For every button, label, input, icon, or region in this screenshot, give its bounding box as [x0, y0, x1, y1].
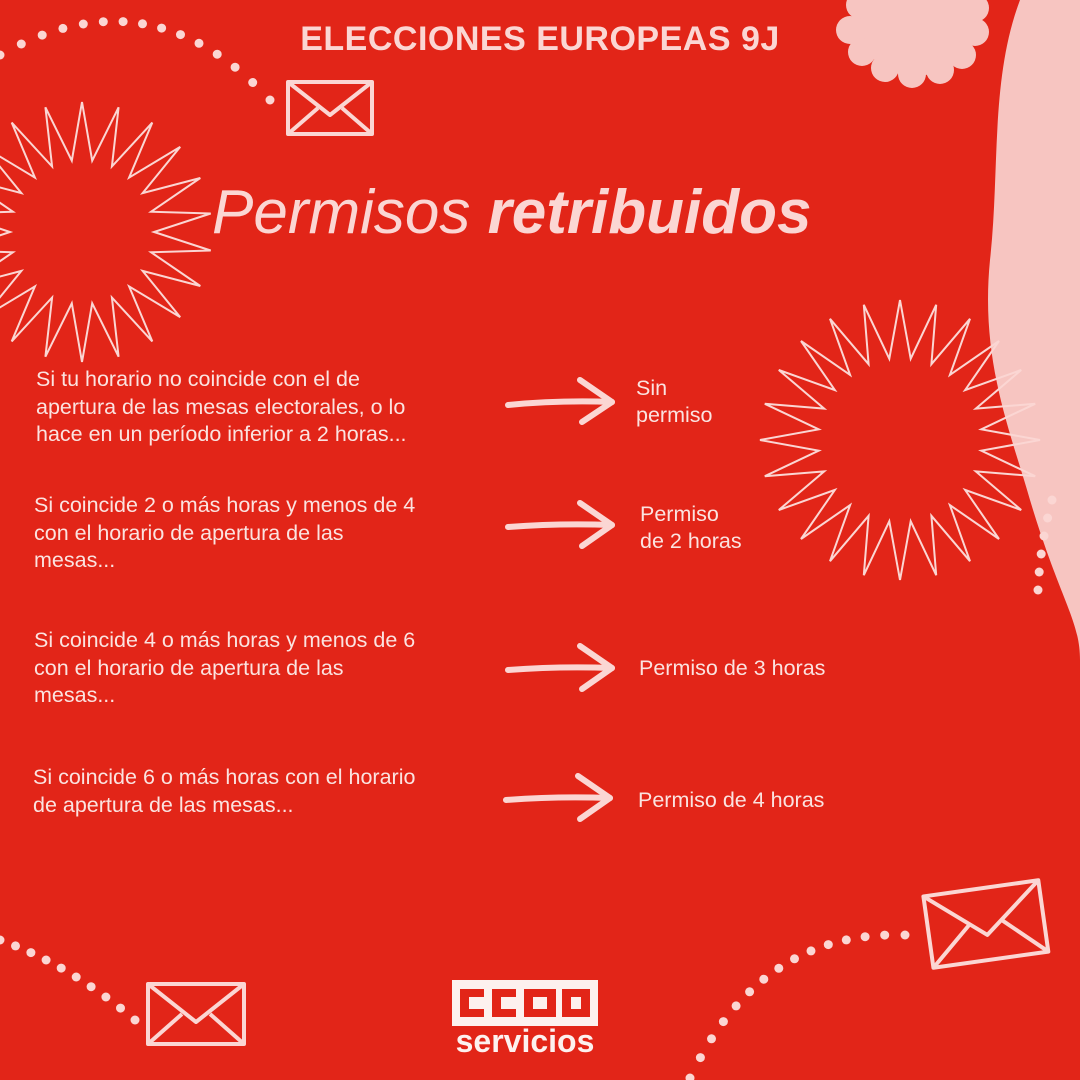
- title-light-part: Permisos: [212, 178, 471, 247]
- dot: [807, 946, 816, 955]
- dot: [901, 931, 910, 940]
- condition-line: Si coincide 6 o más horas con el horario: [33, 765, 416, 789]
- result-line: de 2 horas: [640, 529, 742, 553]
- condition-line: con el horario de apertura de las: [34, 520, 344, 545]
- result-line: Permiso de 4 horas: [638, 788, 825, 812]
- dot: [248, 78, 257, 87]
- dot: [266, 96, 275, 105]
- dot: [116, 1004, 125, 1013]
- arrow-right-icon: [508, 380, 612, 422]
- dot: [774, 964, 783, 973]
- envelope-icon: [923, 880, 1048, 967]
- dot: [131, 1016, 140, 1025]
- dot: [101, 993, 110, 1002]
- dot: [1035, 568, 1044, 577]
- condition-line: mesas...: [34, 683, 116, 707]
- dot: [26, 948, 35, 957]
- condition-text: [34, 627, 415, 710]
- logo-subtitle: servicios: [455, 1023, 595, 1059]
- dot: [1043, 514, 1052, 523]
- dot: [1037, 550, 1046, 559]
- starburst-icon: [760, 300, 1040, 580]
- dot: [231, 63, 240, 72]
- condition-text: [34, 492, 415, 575]
- dot: [707, 1034, 716, 1043]
- envelope-icon: [148, 984, 244, 1044]
- condition-line: Si coincide 4 o más horas y menos de 6: [34, 628, 416, 652]
- result-text: [640, 501, 742, 555]
- condition-line: apertura de las mesas electorales, o lo: [36, 394, 406, 419]
- result-line: Sin: [636, 376, 668, 400]
- result-text: [639, 655, 825, 682]
- arrow-right-icon: [508, 503, 612, 546]
- condition-line: con el horario de apertura de las: [34, 655, 344, 680]
- result-text: [638, 787, 824, 814]
- campaign-header: ELECCIONES EUROPEAS 9J: [300, 20, 780, 58]
- result-line: Permiso de 3 horas: [639, 656, 826, 680]
- dot: [732, 1001, 741, 1010]
- dot: [861, 932, 870, 941]
- arrow-right-icon: [506, 776, 610, 819]
- result-line: permiso: [636, 403, 713, 427]
- dot: [790, 954, 799, 963]
- dot: [696, 1053, 705, 1062]
- dot: [719, 1017, 728, 1026]
- dot: [57, 964, 66, 973]
- dotted-trail-bottom-left: [0, 936, 140, 1025]
- dot: [87, 982, 96, 991]
- result-text: [636, 375, 712, 429]
- ccoo-logo: [452, 980, 598, 1026]
- condition-line: Si coincide 2 o más horas y menos de 4: [34, 493, 416, 517]
- condition-line: mesas...: [34, 548, 116, 572]
- dot: [824, 940, 833, 949]
- pink-blob-shape: [988, 0, 1080, 660]
- dot: [11, 941, 20, 950]
- dot: [880, 931, 889, 940]
- dot: [842, 935, 851, 944]
- dot: [42, 956, 51, 965]
- dotted-trail-bottom-right: [686, 931, 910, 1080]
- dot: [759, 975, 768, 984]
- title-bold-part: retribuidos: [487, 178, 812, 247]
- dot: [745, 987, 754, 996]
- condition-line: Si tu horario no coincide con el de: [36, 367, 360, 391]
- starburst-icon: [0, 102, 211, 362]
- envelope-icon: [288, 82, 372, 134]
- dot: [1048, 496, 1057, 505]
- condition-line: hace en un período inferior a 2 horas...: [36, 422, 407, 446]
- dot: [1034, 586, 1043, 595]
- result-line: Permiso: [640, 502, 719, 526]
- ccoo-logo-mark: [452, 980, 598, 1026]
- condition-line: de apertura de las mesas...: [33, 792, 294, 817]
- dot: [72, 973, 81, 982]
- condition-text: [33, 764, 415, 819]
- page-title: [212, 178, 811, 248]
- dot: [1040, 532, 1049, 541]
- arrow-right-icon: [508, 646, 612, 689]
- dot: [686, 1074, 695, 1080]
- dot: [0, 936, 5, 945]
- condition-text: [36, 366, 407, 449]
